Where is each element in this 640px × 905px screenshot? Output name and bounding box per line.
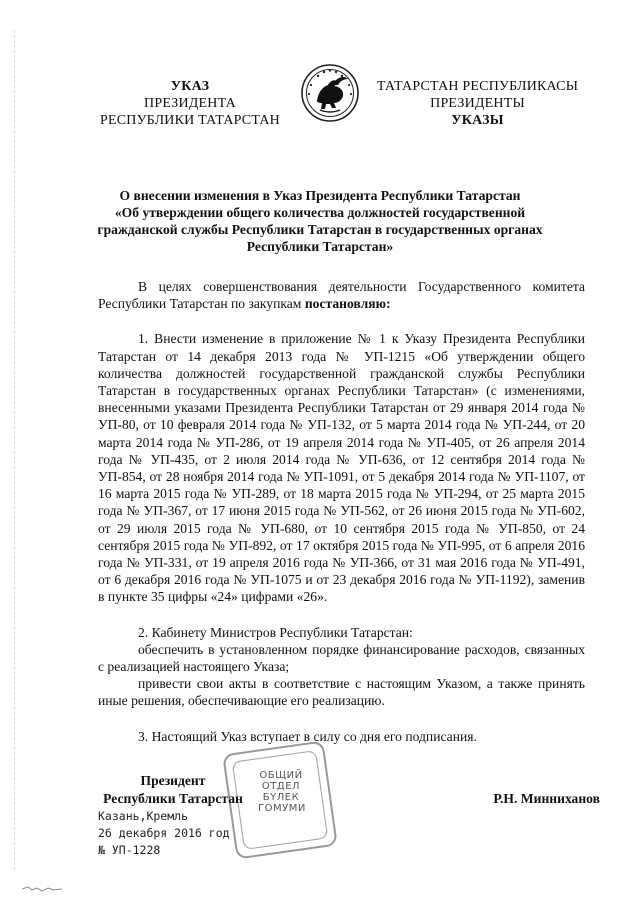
header-left xyxy=(90,78,290,129)
header-right-line-3: УКАЗЫ xyxy=(451,113,504,128)
stamp-line-4: ГОМУМИ xyxy=(258,803,306,814)
document-title xyxy=(95,187,545,255)
header-right-line-1: ТАТАРСТАН РЕСПУБЛИКАСЫ xyxy=(376,79,579,94)
preamble-paragraph xyxy=(98,278,585,312)
header-right xyxy=(370,78,585,129)
item-2b-paragraph: привести свои акты в соответствие с настоящим Указом, а также принять иные решения, обеспечивающие его реализацию. xyxy=(98,676,585,709)
item-3-paragraph: 3. Настоящий Указ вступает в силу со дня его подписания. xyxy=(138,728,477,744)
item-1-paragraph: 1. Внести изменение в приложение № 1 к Указу Президента Республики Татарстан от 14 декабря 2013 года № УП-1215 «Об утверждении общего количества должностей государственной гражданской службы Республики Татарстан в государственных органах Республики Татарстан» (с изменениями, внесенными указами Президента Республики Татарстан от 29 января 2014 года № УП-80, от 10 февраля 2014 года № УП-132, от 5 марта 2014 года № УП-244, от 20 марта 2014 года № УП-286, от 19 апреля 2014 года № УП-405, от 26 апреля 2014 года № УП-435, от 2 июля 2014 года № УП-636, от 12 сентября 2014 года № УП-854, от 28 ноября 2014 года № УП-1091, от 5 декабря 2014 года № УП-1107, от 16 марта 2015 года № УП-289, от 18 марта 2015 года № УП-294, от 25 марта 2015 года № УП-367, от 17 июня 2015 года № УП-562, от 26 июня 2015 года № УП-602, от 29 июля 2015 года № УП-680, от 10 сентября 2015 года № УП-850, от 24 сентября 2015 года № УП-892, от 17 октября 2015 года № УП-995, от 6 апреля 2016 года № УП-331, от 19 апреля 2016 года № УП-366, от 31 мая 2016 года № УП-491, от 6 декабря 2016 года № УП-1075 и от 23 декабря 2016 года № УП-1192), заменив в пункте 35 цифры «24» цифрами «26». xyxy=(98,331,585,605)
signatory-position xyxy=(98,772,248,808)
decree-number: № УП-1228 xyxy=(98,843,161,857)
place-text: Казань,Кремль xyxy=(98,809,189,823)
title-line-1: О внесении изменения в Указ Президента Республики Татарстан xyxy=(119,188,521,203)
signatory-position-line-1: Президент xyxy=(140,773,206,788)
document-body xyxy=(98,278,585,745)
decree-word: постановляю: xyxy=(304,296,391,312)
tatarstan-emblem-icon xyxy=(300,63,360,123)
scan-smudge xyxy=(22,886,62,892)
stamp-line-1: ОБЩИЙ xyxy=(259,770,303,781)
stamp-line-2: ОТДЕЛ xyxy=(261,781,301,792)
title-line-3: гражданской службы Республики Татарстан в государственных органах xyxy=(97,222,543,237)
title-line-4: Республики Татарстан» xyxy=(246,239,394,254)
preamble-text: В целях совершенствования деятельности Государственного комитета Республики Татарстан по закупкам xyxy=(98,279,585,312)
place-date-block xyxy=(98,808,268,859)
header-left-line-1: УКАЗ xyxy=(170,79,210,94)
signatory-name: Р.Н. Минниханов xyxy=(493,791,600,806)
header-right-line-2: ПРЕЗИДЕНТЫ xyxy=(430,96,525,111)
item-2a-paragraph: обеспечить в установленном порядке финансирование расходов, связанных с реализацией настоящего Указа; xyxy=(98,641,585,675)
stamp-line-3: БҮЛЕК xyxy=(262,792,300,803)
title-line-2: «Об утверждении общего количества должностей государственной xyxy=(114,205,526,220)
scan-edge-artifact xyxy=(14,30,16,870)
header-left-line-3: РЕСПУБЛИКИ ТАТАРСТАН xyxy=(99,113,280,128)
signatory-position-line-2: Республики Татарстан xyxy=(103,791,243,806)
header-left-line-2: ПРЕЗИДЕНТА xyxy=(144,96,236,111)
date-text: 26 декабря 2016 год xyxy=(98,826,230,840)
item-2-paragraph: 2. Кабинету Министров Республики Татарстан: xyxy=(138,624,413,640)
